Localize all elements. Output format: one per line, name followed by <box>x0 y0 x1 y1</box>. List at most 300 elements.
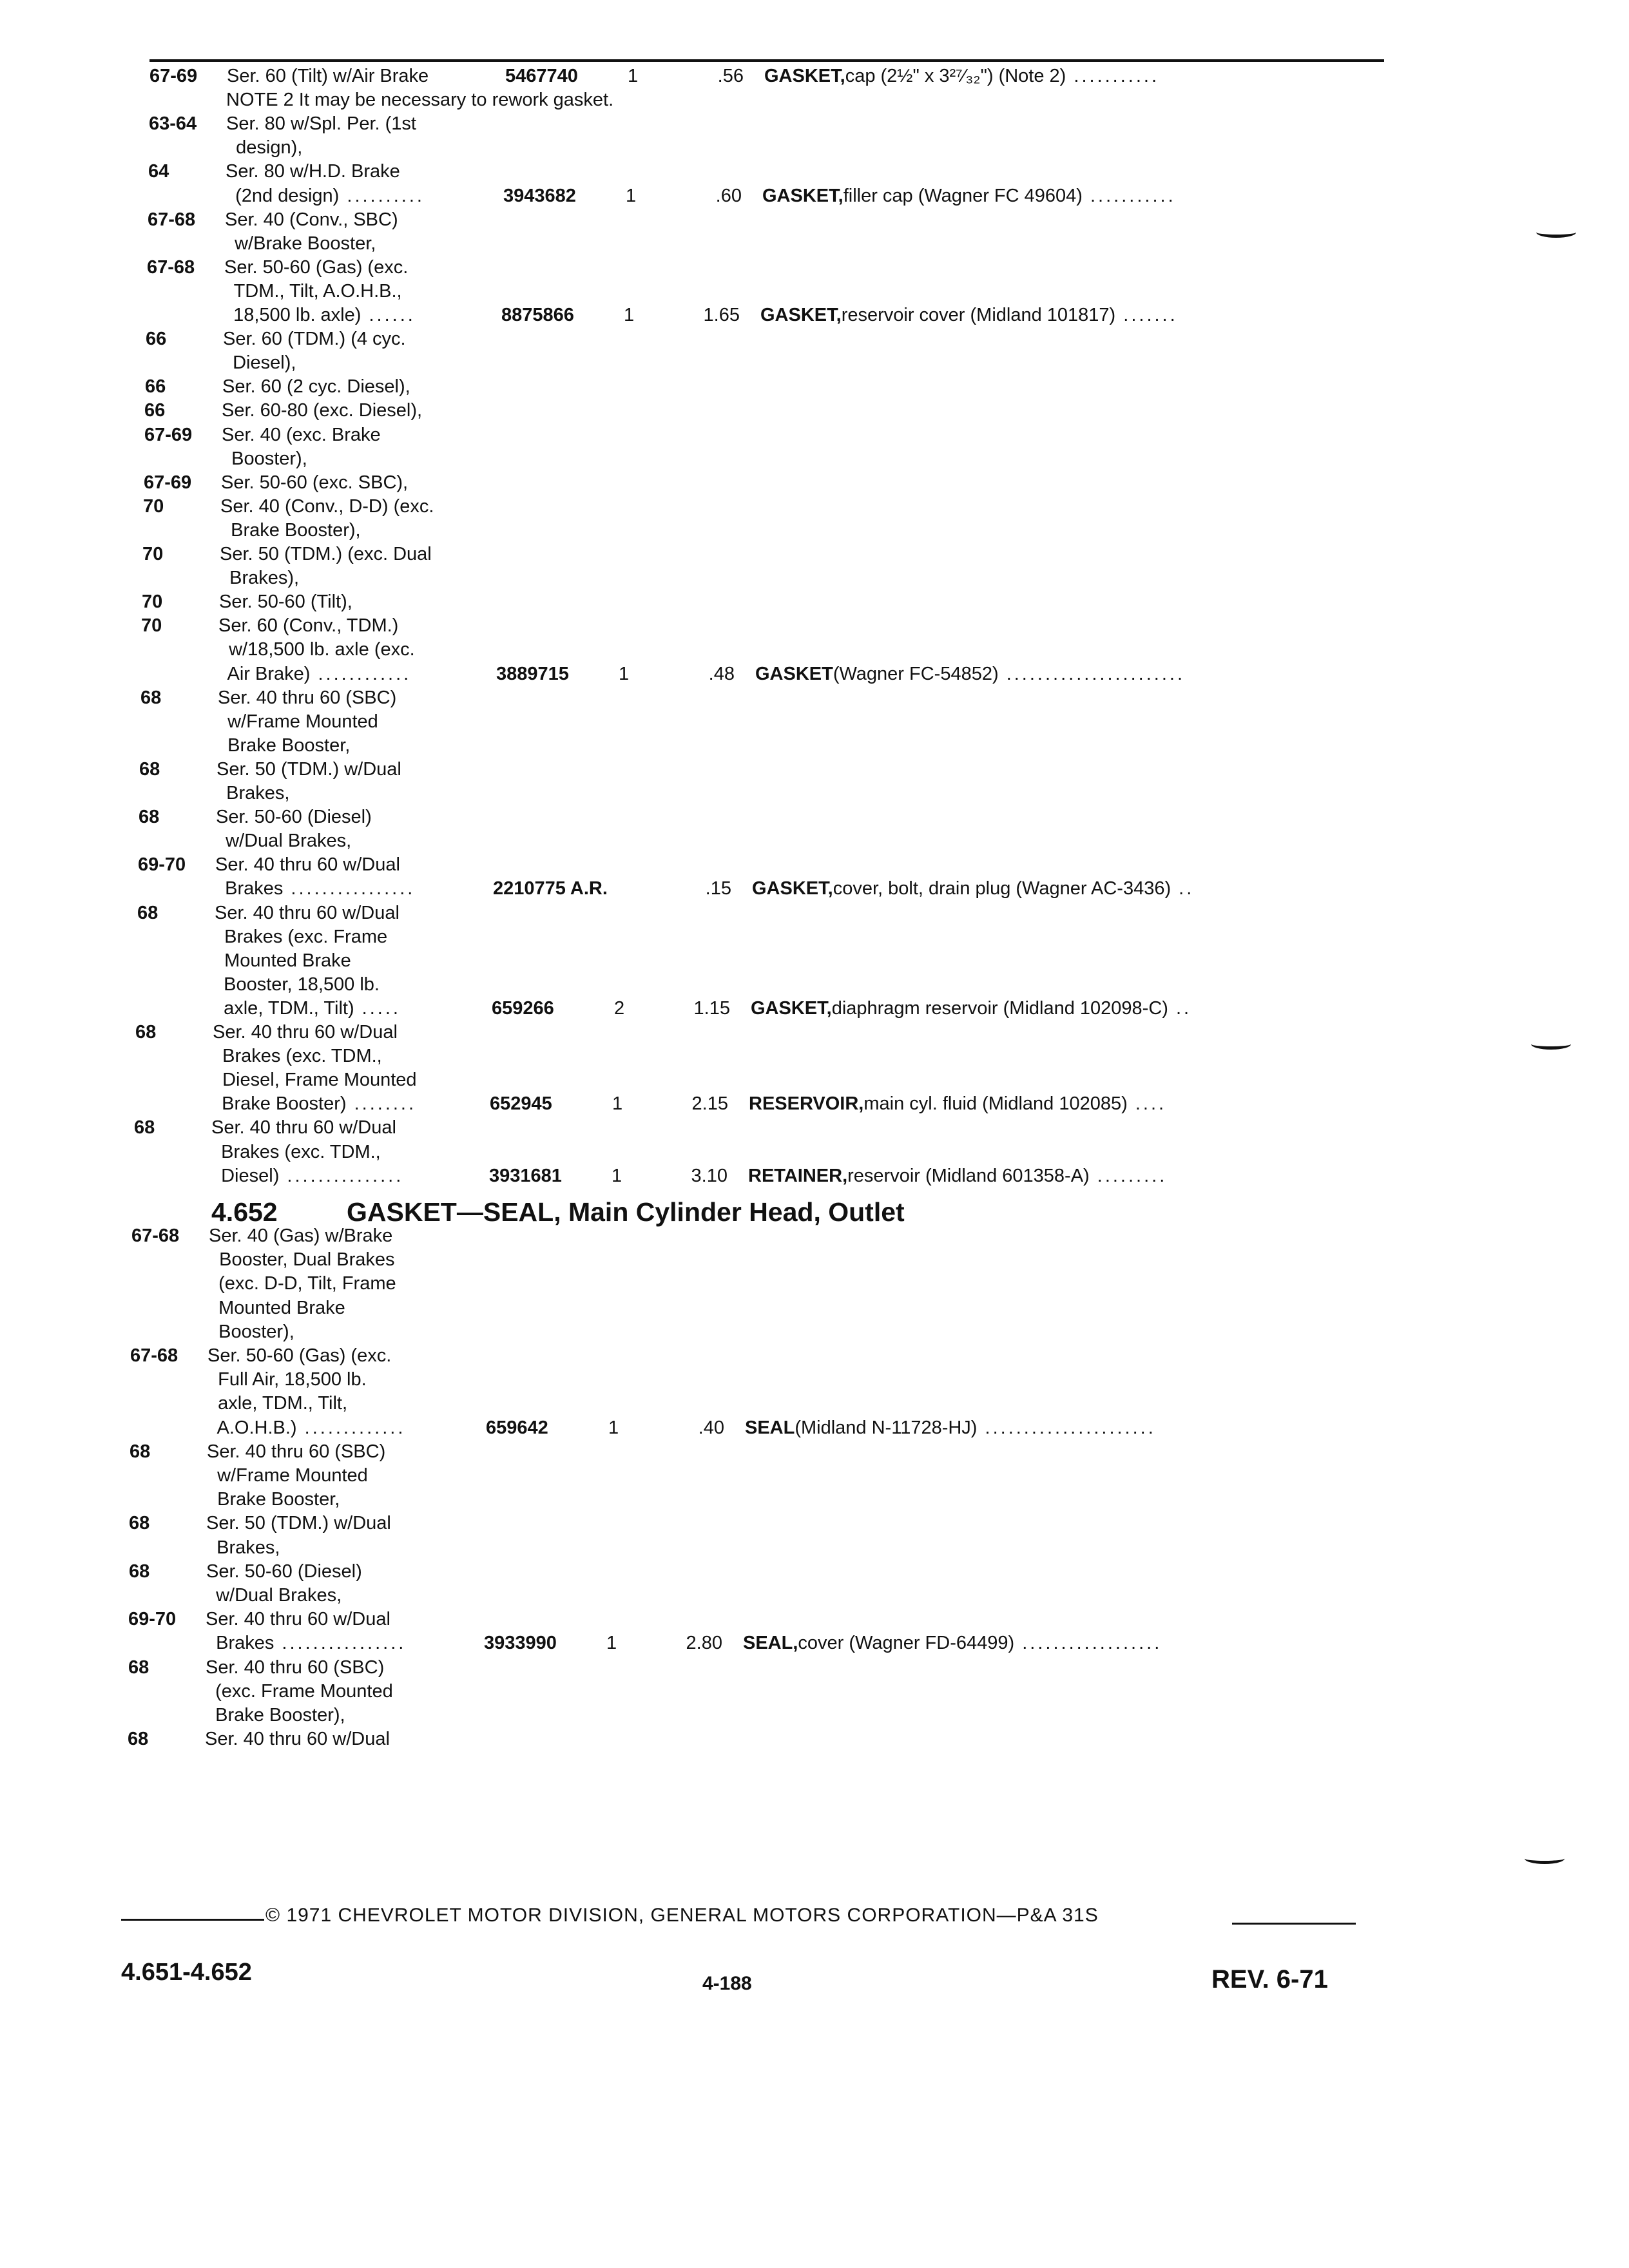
table-row <box>134 1116 1385 1139</box>
application-text: Ser. 60 (2 cyc. Diesel), <box>222 376 410 398</box>
part-number: 2210775 A.R. <box>493 878 608 899</box>
table-row <box>137 925 1385 948</box>
application-text: Booster, Dual Brakes <box>209 1249 395 1271</box>
table-row <box>135 1068 1385 1091</box>
application-text: Ser. 40 thru 60 (SBC) <box>218 687 397 708</box>
table-row <box>146 280 1385 303</box>
footer-page-number: 4-188 <box>702 1973 752 1994</box>
price: 3.10 <box>691 1165 728 1186</box>
table-row <box>140 734 1385 757</box>
description-text: (Wagner FC-54852) <box>833 663 999 684</box>
application <box>227 64 429 88</box>
model-year: 67-69 <box>144 472 192 493</box>
table-row <box>148 184 1385 207</box>
price: 2.15 <box>691 1093 728 1115</box>
model-year: 68 <box>128 1657 149 1678</box>
application <box>217 710 378 733</box>
model-year: 63-64 <box>149 113 197 135</box>
application-text: Brakes (exc. Frame <box>214 926 388 947</box>
leader-dots: ................ <box>283 878 416 899</box>
leader-dots: ............... <box>279 1165 404 1186</box>
leader-dots: .................. <box>1014 1633 1162 1654</box>
table-row <box>146 327 1385 351</box>
application <box>207 1440 385 1463</box>
application-text: Ser. 50 (TDM.) (exc. Dual <box>220 544 432 564</box>
application-text: Ser. 40 thru 60 (SBC) <box>206 1657 385 1678</box>
leader-dots: ............. <box>296 1417 406 1438</box>
application-text: Brake Booster), <box>220 519 361 541</box>
model-year: 68 <box>135 1022 157 1043</box>
table-row <box>133 1164 1385 1187</box>
quantity: 1 <box>612 1165 622 1186</box>
table-row <box>147 232 1385 255</box>
application-text: Ser. 40 (exc. Brake <box>222 424 381 445</box>
application <box>222 351 296 374</box>
table-row <box>138 829 1385 852</box>
application-text: Ser. 50 (TDM.) w/Dual <box>206 1513 391 1534</box>
model-year: 68 <box>137 902 159 923</box>
application <box>218 662 411 686</box>
part-number: 8875866 <box>501 305 574 325</box>
application <box>218 638 415 661</box>
model-year: 69-70 <box>128 1609 177 1630</box>
model-year: 68 <box>129 1513 150 1534</box>
application <box>206 1512 391 1535</box>
application <box>206 1560 362 1583</box>
table-row <box>148 136 1385 159</box>
application <box>211 1140 381 1164</box>
leader-dots: ......... <box>1089 1165 1168 1186</box>
application <box>208 1320 294 1343</box>
application-text: Brake Booster) <box>211 1093 347 1115</box>
model-year: 64 <box>148 161 169 182</box>
application-text: Brakes <box>215 878 284 899</box>
part-number: 3931681 <box>489 1165 562 1186</box>
leader-dots: .. <box>1168 997 1192 1019</box>
table-row <box>130 1488 1385 1511</box>
application <box>216 805 372 829</box>
table-row <box>136 997 1385 1020</box>
application-text: axle, TDM., Tilt) <box>213 997 354 1019</box>
description-keyword: RESERVOIR, <box>749 1093 864 1115</box>
price: .60 <box>715 185 742 206</box>
model-year: 68 <box>128 1729 149 1750</box>
description <box>752 877 1194 900</box>
application-text: Brakes, <box>206 1537 280 1558</box>
application <box>214 949 351 972</box>
application <box>217 758 401 781</box>
model-year: 67-68 <box>131 1225 180 1246</box>
table-row <box>137 877 1385 900</box>
application <box>208 1272 396 1295</box>
application <box>215 853 400 876</box>
price: 2.80 <box>686 1633 722 1654</box>
leader-dots: ....................... <box>998 663 1186 684</box>
table-row <box>148 160 1385 183</box>
table-row <box>130 1344 1385 1367</box>
table-row <box>141 614 1385 637</box>
description-keyword: GASKET, <box>764 66 845 86</box>
application-text: Brake Booster), <box>205 1705 345 1725</box>
application <box>214 925 387 948</box>
application-text: Booster), <box>221 448 307 469</box>
table-row <box>131 1224 1385 1247</box>
model-year: 68 <box>129 1561 150 1582</box>
table-row <box>144 471 1385 494</box>
application-text: Ser. 80 w/H.D. Brake <box>226 161 400 182</box>
table-row <box>149 88 1385 111</box>
table-row <box>137 901 1385 925</box>
leader-dots: .......... <box>339 185 425 206</box>
table-row <box>143 519 1385 542</box>
model-year: 66 <box>144 400 166 421</box>
leader-dots: ..... <box>354 997 401 1019</box>
part-number: 652945 <box>490 1093 552 1115</box>
section-heading <box>211 1197 905 1227</box>
application-text: w/Dual Brakes, <box>206 1585 342 1606</box>
application-text: Booster, 18,500 lb. <box>213 974 380 995</box>
application <box>215 901 400 925</box>
table-row <box>134 1092 1385 1115</box>
description <box>751 997 1191 1020</box>
application <box>211 1116 396 1139</box>
table-row <box>130 1368 1385 1391</box>
table-row <box>130 1464 1385 1487</box>
table-row <box>135 1044 1385 1068</box>
application <box>206 1584 342 1607</box>
application-text: Ser. 40 thru 60 w/Dual <box>215 854 400 876</box>
application <box>208 1296 345 1320</box>
table-row <box>128 1631 1385 1655</box>
application-text: Ser. 40 (Conv., SBC) <box>225 209 398 230</box>
application <box>213 997 401 1020</box>
application <box>209 1224 392 1247</box>
table-row <box>140 662 1385 686</box>
model-year: 70 <box>142 544 164 564</box>
application <box>213 973 380 996</box>
table-row <box>144 447 1385 470</box>
application-text: Brake Booster, <box>217 735 351 756</box>
footer-rule-right <box>1232 1923 1356 1925</box>
application <box>207 1416 405 1439</box>
table-row <box>148 208 1385 231</box>
application <box>213 1021 398 1044</box>
application-text: Ser. 50-60 (Tilt), <box>219 591 352 613</box>
model-year: 67-68 <box>147 256 195 278</box>
application <box>207 1392 347 1415</box>
application-text: Mounted Brake <box>208 1297 345 1318</box>
table-row <box>140 710 1385 733</box>
footer-section-range: 4.651-4.652 <box>121 1959 252 1986</box>
table-row <box>130 1416 1385 1439</box>
application <box>220 495 434 518</box>
footer-rule-left <box>121 1919 264 1921</box>
table-row <box>145 375 1385 398</box>
top-rule <box>149 59 1384 62</box>
model-year: 66 <box>146 329 167 350</box>
table-row <box>141 638 1385 661</box>
price: 1.15 <box>693 997 730 1019</box>
description-text: reservoir (Midland 601358-A) <box>847 1165 1090 1186</box>
model-year: 68 <box>134 1117 155 1139</box>
table-row <box>129 1560 1385 1583</box>
description-keyword: GASKET, <box>760 305 842 325</box>
quantity: 1 <box>619 663 630 684</box>
margin-mark <box>1536 227 1576 238</box>
application-text: Diesel, Frame Mounted <box>212 1070 417 1091</box>
table-row <box>146 303 1385 327</box>
description-text: filler cap (Wagner FC 49604) <box>843 185 1083 206</box>
application <box>226 160 400 183</box>
application-text: Ser. 60-80 (exc. Diesel), <box>222 400 423 421</box>
table-row <box>128 1608 1385 1631</box>
description-keyword: SEAL <box>745 1417 795 1438</box>
application <box>218 614 398 637</box>
description-text: (Midland N-11728-HJ) <box>795 1417 978 1438</box>
description <box>745 1416 1156 1439</box>
application-text: Ser. 40 thru 60 w/Dual <box>215 902 400 923</box>
application <box>224 256 408 279</box>
application <box>215 829 351 852</box>
model-year: 66 <box>145 376 166 398</box>
application-text: w/Brake Booster, <box>224 233 376 254</box>
application-text: NOTE 2 It may be necessary to rework gasket. <box>226 90 614 111</box>
price: .40 <box>698 1417 724 1438</box>
application-text: Ser. 40 thru 60 w/Dual <box>213 1022 398 1043</box>
section-number: 4.652 <box>211 1197 278 1227</box>
leader-dots: .. <box>1171 878 1195 899</box>
application-text: w/Frame Mounted <box>217 711 378 732</box>
table-row <box>144 423 1385 447</box>
model-year: 67-69 <box>149 66 198 86</box>
description <box>743 1631 1162 1655</box>
table-row <box>130 1440 1385 1463</box>
description-keyword: SEAL, <box>743 1633 798 1654</box>
quantity: 1 <box>608 1417 619 1438</box>
model-year: 70 <box>143 495 164 517</box>
application <box>221 447 307 470</box>
application <box>223 327 406 351</box>
application <box>222 375 410 398</box>
footer-revision: REV. 6-71 <box>1211 1965 1328 1994</box>
table-row <box>131 1296 1385 1320</box>
table-row <box>131 1272 1385 1295</box>
model-year: 67-69 <box>144 424 193 445</box>
description <box>764 64 1159 88</box>
application-text: Diesel) <box>211 1165 280 1186</box>
application-text: w/18,500 lb. axle (exc. <box>218 639 415 660</box>
application-text: (exc. D-D, Tilt, Frame <box>208 1273 396 1294</box>
application <box>212 1044 382 1068</box>
application <box>222 399 422 422</box>
price: .15 <box>705 878 731 899</box>
description-text: main cyl. fluid (Midland 102085) <box>863 1093 1128 1115</box>
margin-mark <box>1525 1853 1565 1864</box>
application <box>206 1536 280 1559</box>
application-text: A.O.H.B.) <box>207 1417 297 1438</box>
application-text: Brakes <box>206 1633 275 1654</box>
model-year: 68 <box>130 1441 151 1462</box>
part-number: 5467740 <box>505 66 578 86</box>
table-row <box>128 1680 1385 1703</box>
application-text: Ser. 60 (TDM.) (4 cyc. <box>223 329 406 350</box>
leader-dots: ........ <box>346 1093 417 1115</box>
table-row <box>128 1727 1385 1751</box>
application-text: Ser. 80 w/Spl. Per. (1st <box>226 113 416 135</box>
description <box>760 303 1178 327</box>
leader-dots: ....... <box>1115 305 1178 325</box>
application-text: Ser. 50-60 (exc. SBC), <box>221 472 409 493</box>
table-row <box>149 112 1385 135</box>
leader-dots: ........... <box>1082 185 1176 206</box>
table-row <box>139 805 1385 829</box>
table-row <box>139 782 1385 805</box>
application-text: (exc. Frame Mounted <box>205 1680 393 1702</box>
table-row <box>144 399 1385 422</box>
description-keyword: GASKET <box>755 663 833 684</box>
model-year: 68 <box>140 687 162 708</box>
description-keyword: GASKET, <box>751 997 832 1019</box>
table-row <box>128 1704 1385 1727</box>
application <box>206 1608 390 1631</box>
leader-dots: ............ <box>310 663 412 684</box>
quantity: 1 <box>626 185 637 206</box>
description-text: reservoir cover (Midland 101817) <box>841 305 1116 325</box>
model-year: 69-70 <box>138 854 186 876</box>
application-text: Ser. 40 (Conv., D-D) (exc. <box>220 495 434 517</box>
application-text: axle, TDM., Tilt, <box>207 1393 348 1414</box>
application <box>220 519 361 542</box>
application <box>224 232 376 255</box>
leader-dots: ...... <box>361 305 416 325</box>
application <box>221 471 408 494</box>
application-text: Ser. 50-60 (Gas) (exc. <box>207 1345 392 1366</box>
quantity: 1 <box>628 66 639 86</box>
table-row <box>133 1140 1385 1164</box>
application-text: Ser. 40 thru 60 w/Dual <box>206 1609 390 1630</box>
application <box>226 136 302 159</box>
leader-dots: ........... <box>1066 66 1160 86</box>
table-row <box>149 64 1385 88</box>
quantity: 2 <box>614 997 625 1019</box>
application-text: Brakes (exc. TDM., <box>212 1046 382 1067</box>
part-number: 659642 <box>486 1417 548 1438</box>
table-row <box>137 949 1385 972</box>
description <box>762 184 1176 207</box>
table-row <box>143 495 1385 518</box>
application <box>219 590 352 613</box>
description-text: cover (Wagner FD-64499) <box>798 1633 1015 1654</box>
application <box>206 1656 384 1679</box>
application-text: Brake Booster, <box>207 1489 340 1510</box>
application-text: Ser. 50-60 (Diesel) <box>216 807 372 828</box>
application-text: Ser. 60 (Conv., TDM.) <box>218 615 399 637</box>
table-row <box>128 1584 1385 1607</box>
application <box>207 1344 391 1367</box>
application <box>211 1164 403 1187</box>
application-text: Ser. 40 thru 60 w/Dual <box>211 1117 396 1139</box>
application <box>209 1248 395 1271</box>
application <box>206 1631 406 1655</box>
table-row <box>139 758 1385 781</box>
table-row <box>131 1320 1385 1343</box>
application <box>212 1068 417 1091</box>
description <box>755 662 1185 686</box>
quantity: 1 <box>606 1633 617 1654</box>
application <box>207 1488 340 1511</box>
part-number: 3889715 <box>496 663 569 684</box>
application <box>219 566 299 590</box>
application-text: Ser. 50-60 (Diesel) <box>206 1561 362 1582</box>
application-text: design), <box>226 137 303 159</box>
model-year: 68 <box>139 758 160 780</box>
application-text: Booster), <box>208 1321 294 1342</box>
application <box>215 877 415 900</box>
table-row <box>142 543 1385 566</box>
application <box>224 280 402 303</box>
application-text: Diesel), <box>222 352 296 374</box>
application-text: Ser. 50 (TDM.) w/Dual <box>217 758 401 780</box>
application <box>226 88 613 111</box>
section-title: GASKET—SEAL, Main Cylinder Head, Outlet <box>347 1197 905 1227</box>
model-year: 70 <box>141 615 162 637</box>
table-row <box>130 1392 1385 1415</box>
application-text: Brakes (exc. TDM., <box>211 1141 381 1162</box>
application-text: (2nd design) <box>225 185 340 206</box>
application <box>220 543 432 566</box>
application-text: Full Air, 18,500 lb. <box>207 1369 367 1390</box>
price: .48 <box>708 663 735 684</box>
description <box>748 1164 1167 1187</box>
table-row <box>138 853 1385 876</box>
application <box>216 782 289 805</box>
model-year: 67-68 <box>148 209 196 230</box>
application-text: Brakes), <box>219 568 300 589</box>
table-row <box>135 1021 1385 1044</box>
application <box>205 1727 390 1751</box>
application-text: Ser. 40 thru 60 (SBC) <box>207 1441 386 1462</box>
description-keyword: RETAINER, <box>748 1165 848 1186</box>
model-year: 68 <box>139 807 160 828</box>
margin-mark <box>1531 1039 1571 1050</box>
application-text: Brakes, <box>216 783 290 803</box>
application-text: TDM., Tilt, A.O.H.B., <box>224 280 402 302</box>
description-text: cap (2½" x 3²⁷⁄₃₂") (Note 2) <box>845 66 1066 86</box>
table-row <box>147 256 1385 279</box>
quantity: 1 <box>624 305 635 325</box>
application <box>226 112 416 135</box>
description-text: cover, bolt, drain plug (Wagner AC-3436) <box>833 878 1171 899</box>
description-keyword: GASKET, <box>752 878 833 899</box>
leader-dots: ...................... <box>977 1417 1156 1438</box>
application <box>225 184 425 207</box>
application <box>205 1704 345 1727</box>
description <box>749 1092 1166 1115</box>
part-number: 659266 <box>492 997 554 1019</box>
application-text: Ser. 50-60 (Gas) (exc. <box>224 256 409 278</box>
part-number: 3933990 <box>484 1633 557 1654</box>
application-text: Ser. 60 (Tilt) w/Air Brake <box>227 66 429 86</box>
price: 1.65 <box>703 305 740 325</box>
application <box>207 1368 367 1391</box>
application <box>217 734 350 757</box>
leader-dots: ................ <box>274 1633 407 1654</box>
model-year: 67-68 <box>130 1345 178 1366</box>
table-row <box>142 566 1385 590</box>
application-text: Mounted Brake <box>214 950 351 971</box>
model-year: 70 <box>142 591 163 613</box>
quantity: 1 <box>612 1093 623 1115</box>
